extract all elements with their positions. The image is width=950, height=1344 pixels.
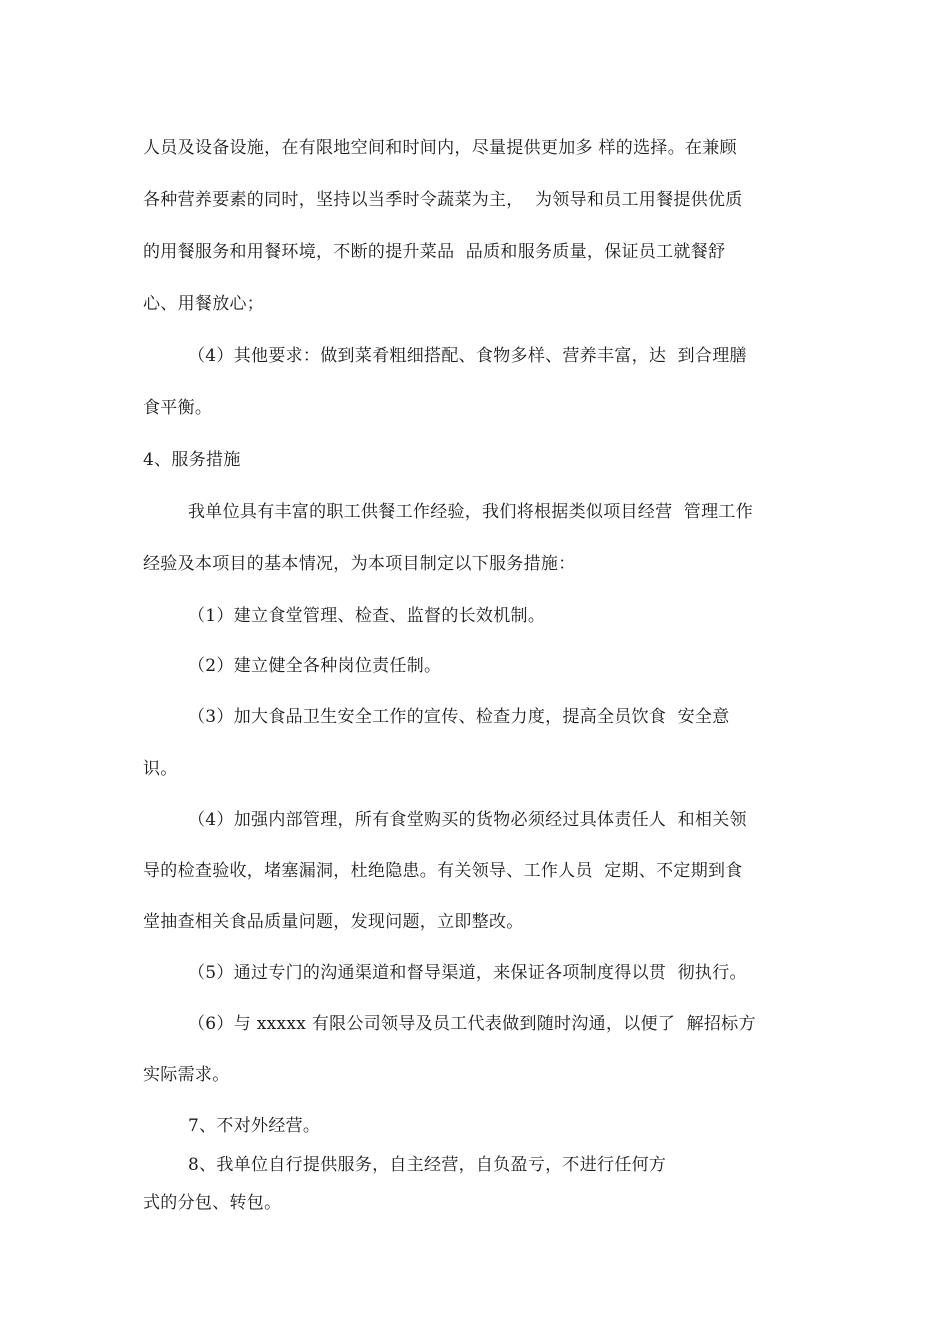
text-line: （4）加强内部管理，所有食堂购买的货物必须经过具体责任人 和相关领 [188,810,747,830]
text-line: 心、用餐放心； [143,294,265,314]
section-heading: 4、服务措施 [143,450,241,470]
text-line: 8、我单位自行提供服务，自主经营，自负盈亏，不进行任何方 [188,1155,667,1175]
text-line: 我单位具有丰富的职工供餐工作经验，我们将根据类似项目经营 管理工作 [188,502,754,522]
text-line: （4）其他要求：做到菜肴粗细搭配、食物多样、营养丰富，达 到合理膳 [188,346,747,366]
text-line: （3）加大食品卫生安全工作的宣传、检查力度，提高全员饮食 安全意 [188,707,730,727]
text-line: 经验及本项目的基本情况，为本项目制定以下服务措施： [143,554,576,574]
text-line: （1）建立食堂管理、检查、监督的长效机制。 [188,606,546,626]
text-line: 实际需求。 [143,1065,230,1085]
text-line: 人员及设备设施，在有限地空间和时间内，尽量提供更加多 样的选择。在兼顾 [143,138,737,158]
text-line: （2）建立健全各种岗位责任制。 [188,656,442,676]
text-line: 的用餐服务和用餐环境，不断的提升菜品 品质和服务质量，保证员工就餐舒 [143,242,726,262]
text-line: 导的检查验收，堵塞漏洞，杜绝隐患。有关领导、工作人员 定期、不定期到食 [143,861,743,881]
text-line: 识。 [143,759,178,779]
text-line: 食平衡。 [143,398,213,418]
text-line: （6）与 xxxxx 有限公司领导及员工代表做到随时沟通，以便了 解招标方 [188,1014,756,1034]
text-line: 式的分包、转包。 [143,1193,282,1213]
text-line: （5）通过专门的沟通渠道和督导渠道，来保证各项制度得以贯 彻执行。 [188,963,747,983]
text-line: 7、不对外经营。 [188,1116,321,1136]
text-line: 各种营养要素的同时，坚持以当季时令蔬菜为主， 为领导和员工用餐提供优质 [143,190,743,210]
text-line: 堂抽查相关食品质量问题，发现问题，立即整改。 [143,912,524,932]
